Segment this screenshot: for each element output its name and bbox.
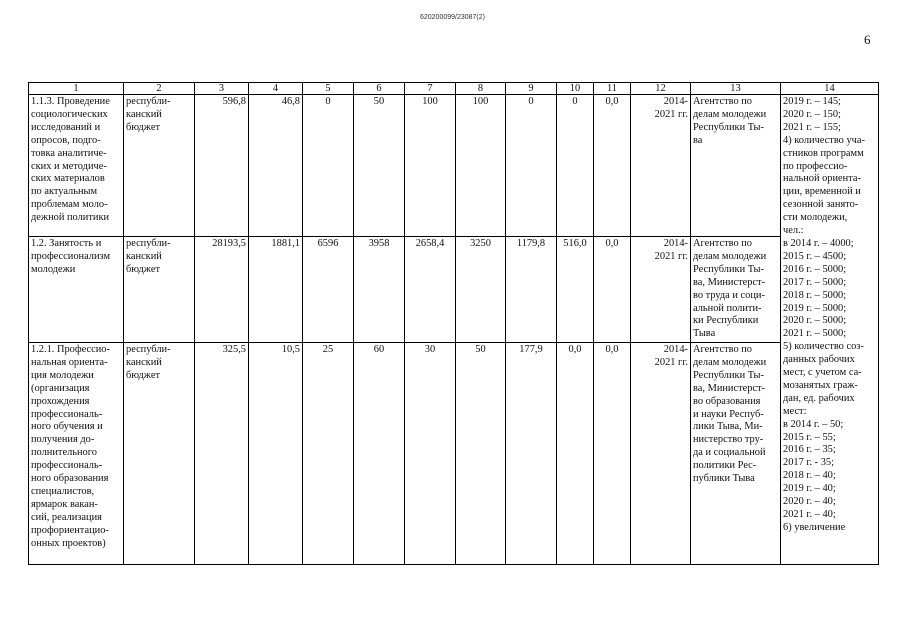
table-row [29,95,879,237]
col-header: 13 [691,83,781,95]
period-cell: 2014- 2021 гг. [631,343,691,565]
col-header: 4 [249,83,303,95]
col-header: 12 [631,83,691,95]
period-cell: 2014- 2021 гг. [631,237,691,343]
table-row [29,237,879,343]
page-number: 6 [864,32,871,47]
measure-name-cell: 1.2. Занятость и профессионализм молодежи [29,237,124,343]
col-header: 7 [405,83,456,95]
indicators-cell: 2019 г. – 145; 2020 г. – 150; 2021 г. – 155; 4) количество уча- стников программ по профессио- нальной ориента- ции, временной и сезонной занято- сти молодежи, чел.: в 2014 г. – 4000; 2015 г. – 4500; 2016 г. – 5000; 2017 г. – 5000; 2018 г. – 5000; 2019 г. – 5000; 2020 г. – 5000; 2021 г. – 5000; 5) количество соз- данных рабочих мест, с учетом са- мозанятых граж- дан, ед. рабочих мест: в 2014 г. – 50; 2015 г. – 55; 2016 г. – 35; 2017 г. - 35; 2018 г. – 40; 2019 г. – 40; 2020 г. – 40; 2021 г. – 40; 6) увеличение [781,95,879,565]
col-header: 10 [557,83,594,95]
value-cell: 28193,5 [195,237,249,343]
value-cell: 100 [405,95,456,237]
value-cell: 100 [456,95,506,237]
executor-cell: Агентство по делам молодежи Республики Ты- ва [691,95,781,237]
value-cell: 2658,4 [405,237,456,343]
executor-cell: Агентство по делам молодежи Республики Ты- ва, Министерст- во образования и науки Респуб- лики Тыва, Ми- нистерство тру- да и социальной политики Рес- публики Тыва [691,343,781,565]
funding-source-cell: республи- канский бюджет [124,95,195,237]
value-cell: 1881,1 [249,237,303,343]
value-cell: 596,8 [195,95,249,237]
value-cell: 0,0 [594,343,631,565]
funding-source-cell: республи- канский бюджет [124,343,195,565]
measure-name-cell: 1.2.1. Профессио- нальная ориента- ция молодежи (организация прохождения профессиональ- ного обучения и получения до- полнительного профессиональ- ного образования специалистов, ярмарок вакан- сий, реализация профориентацио- онных проектов) [29,343,124,565]
value-cell: 0,0 [594,237,631,343]
col-header: 11 [594,83,631,95]
value-cell: 0 [303,95,354,237]
col-header: 3 [195,83,249,95]
value-cell: 0,0 [594,95,631,237]
value-cell: 3958 [354,237,405,343]
value-cell: 3250 [456,237,506,343]
funding-source-cell: республи- канский бюджет [124,237,195,343]
document-id: 620200099/23087(2) [419,14,485,21]
value-cell: 60 [354,343,405,565]
col-header: 2 [124,83,195,95]
measure-name-cell: 1.1.3. Проведение социологических исследований и опросов, подго- товка аналитиче- ских и методиче- ских материалов по актуальным проблемам моло- дежной политики [29,95,124,237]
executor-cell: Агентство по делам молодежи Республики Ты- ва, Министерст- во труда и соци- альной полити- ки Республики Тыва [691,237,781,343]
col-header: 6 [354,83,405,95]
value-cell: 46,8 [249,95,303,237]
table-row [29,343,879,565]
value-cell: 30 [405,343,456,565]
value-cell: 6596 [303,237,354,343]
col-header: 1 [29,83,124,95]
value-cell: 1179,8 [506,237,557,343]
col-header: 5 [303,83,354,95]
col-header: 14 [781,83,879,95]
value-cell: 0 [557,95,594,237]
period-cell: 2014- 2021 гг. [631,95,691,237]
header-row [29,83,879,95]
value-cell: 325,5 [195,343,249,565]
col-header: 9 [506,83,557,95]
value-cell: 0 [506,95,557,237]
value-cell: 0,0 [557,343,594,565]
value-cell: 50 [456,343,506,565]
program-table [28,82,879,565]
value-cell: 25 [303,343,354,565]
value-cell: 10,5 [249,343,303,565]
value-cell: 177,9 [506,343,557,565]
value-cell: 50 [354,95,405,237]
value-cell: 516,0 [557,237,594,343]
col-header: 8 [456,83,506,95]
